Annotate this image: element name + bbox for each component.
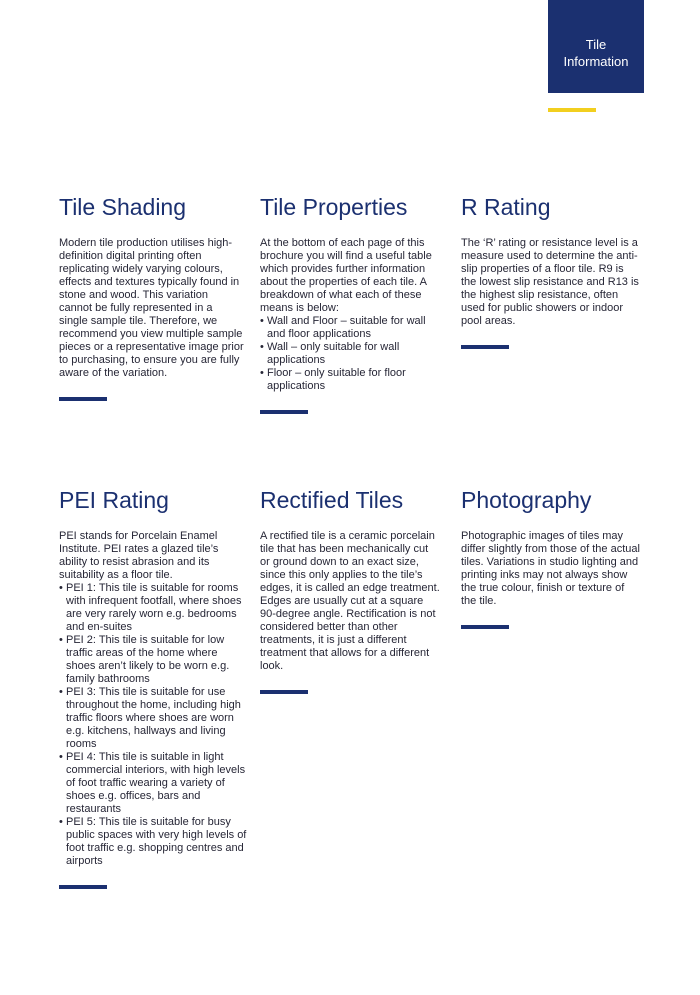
- tab-label-line1: Tile: [585, 37, 607, 52]
- r-rating-body: The ‘R’ rating or resistance level is a measure used to determine the anti-slip properties of a floor tile. R9 is the lowest slip resistance and R13 is the highest slip resistance, often used for public showers or indoor pool areas.: [461, 237, 639, 327]
- section-rectified-tiles: [260, 486, 440, 694]
- tab-accent-bar: [548, 108, 596, 112]
- r-rating-heading: R Rating: [461, 194, 551, 220]
- tile-properties-divider: [260, 410, 308, 414]
- tile-shading-heading: Tile Shading: [59, 194, 187, 220]
- list-item: • Floor – only suitable for floor applications: [260, 367, 445, 393]
- section-tile-properties: [260, 193, 445, 414]
- list-item: • PEI 2: This tile is suitable for low traffic areas of the home where shoes aren’t likely to be worn e.g. family bathrooms: [59, 634, 249, 686]
- photography-body: Photographic images of tiles may differ slightly from those of the actual tiles. Variations in studio lighting and printing inks may not always show the true colour, finish or texture of the tile.: [461, 530, 640, 607]
- pei-rating-heading: PEI Rating: [59, 487, 169, 513]
- list-item: • Wall and Floor – suitable for wall and floor applications: [260, 315, 445, 341]
- tile-shading-body: Modern tile production utilises high-definition digital printing often replicating widely varying colours, effects and textures typically found in stone and wood. This variation cannot be fully represented in a single sample tile. Therefore, we recommend you view multiple sample pieces or a representative image prior to purchasing, to ensure you are fully aware of the variation.: [59, 237, 244, 379]
- photography-divider: [461, 625, 509, 629]
- r-rating-divider: [461, 345, 509, 349]
- tile-information-tab: [548, 0, 644, 93]
- pei-rating-body: PEI stands for Porcelain Enamel Institute. PEI rates a glazed tile’s ability to resist abrasion and its suitability as a floor tile.: [59, 530, 219, 581]
- pei-rating-list: [59, 582, 249, 868]
- tile-properties-list: [260, 315, 445, 393]
- tile-properties-heading: Tile Properties: [260, 194, 408, 220]
- list-item: • PEI 5: This tile is suitable for busy public spaces with very high levels of foot traffic e.g. shopping centres and airports: [59, 816, 249, 868]
- tile-properties-body: At the bottom of each page of this brochure you will find a useful table which provides further information about the properties of each tile. A breakdown of what each of these means is below:: [260, 237, 432, 314]
- photography-heading: Photography: [461, 487, 592, 513]
- rectified-tiles-body: A rectified tile is a ceramic porcelain tile that has been mechanically cut or ground down to an exact size, since this only applies to the tile’s edges, it is called an edge treatment. Edges are usually cut at a square 90-degree angle. Rectification is not considered better than other treatments, it is just a different treatment that allows for a different look.: [260, 530, 440, 672]
- list-item: • Wall – only suitable for wall applications: [260, 341, 445, 367]
- tab-label-line2: Information: [563, 54, 629, 69]
- list-item: • PEI 4: This tile is suitable in light commercial interiors, with high levels of foot traffic wearing a variety of shoes e.g. offices, bars and restaurants: [59, 751, 249, 816]
- tile-shading-divider: [59, 397, 107, 401]
- list-item: • PEI 1: This tile is suitable for rooms with infrequent footfall, where shoes are very rarely worn e.g. bedrooms and en-suites: [59, 582, 249, 634]
- rectified-tiles-heading: Rectified Tiles: [260, 487, 404, 513]
- pei-rating-divider: [59, 885, 107, 889]
- list-item: • PEI 3: This tile is suitable for use throughout the home, including high traffic floors where shoes are worn e.g. kitchens, hallways and living rooms: [59, 686, 249, 751]
- section-tile-shading: [59, 193, 244, 401]
- rectified-tiles-divider: [260, 690, 308, 694]
- section-pei-rating: [59, 486, 249, 889]
- section-photography: [461, 486, 641, 629]
- section-r-rating: [461, 193, 641, 349]
